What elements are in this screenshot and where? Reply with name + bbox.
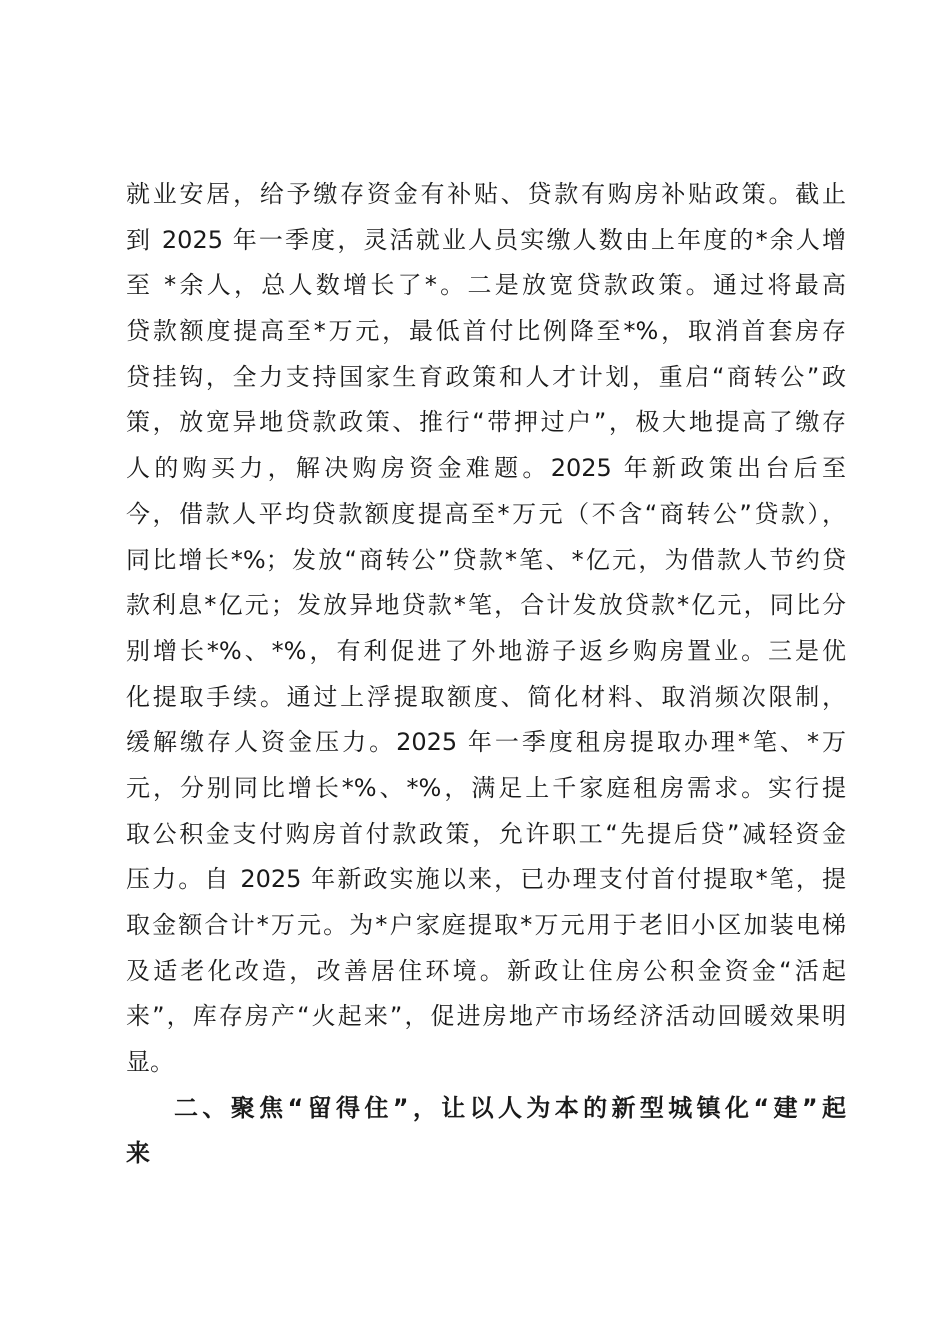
paragraph-line: 化提取手续。通过上浮提取额度、简化材料、取消频次限制， xyxy=(126,682,846,711)
paragraph-line: 压力。自 2025 年新政实施以来，已办理支付首付提取*笔，提 xyxy=(126,865,846,894)
paragraph-line: 款利息*亿元；发放异地贷款*笔，合计发放贷款*亿元，同比分 xyxy=(126,591,846,620)
paragraph-line: 到 2025 年一季度，灵活就业人员实缴人数由上年度的*余人增 xyxy=(126,225,846,254)
paragraph-line: 取金额合计*万元。为*户家庭提取*万元用于老旧小区加装电梯 xyxy=(126,911,846,939)
paragraph-line: 同比增长*%；发放“商转公”贷款*笔、*亿元，为借款人节约贷 xyxy=(126,545,846,574)
section-heading: 来 xyxy=(126,1139,150,1168)
paragraph-line: 来”，库存房产“火起来”，促进房地产市场经济活动回暖效果明 xyxy=(126,1002,846,1031)
paragraph-line: 贷挂钩，全力支持国家生育政策和人才计划，重启“商转公”政 xyxy=(126,362,846,391)
paragraph-line: 就业安居，给予缴存资金有补贴、贷款有购房补贴政策。截止 xyxy=(126,180,846,208)
paragraph-line: 元，分别同比增长*%、*%，满足上千家庭租房需求。实行提 xyxy=(126,773,846,802)
paragraph-line: 显。 xyxy=(126,1048,174,1077)
paragraph-line: 取公积金支付购房首付款政策，允许职工“先提后贷”减轻资金 xyxy=(126,819,846,848)
paragraph-line: 贷款额度提高至*万元，最低首付比例降至*%，取消首套房存 xyxy=(126,317,846,346)
paragraph-line: 至 *余人，总人数增长了*。二是放宽贷款政策。通过将最高 xyxy=(126,271,846,300)
paragraph-line: 缓解缴存人资金压力。2025 年一季度租房提取办理*笔、*万 xyxy=(126,728,846,757)
paragraph-line: 策，放宽异地贷款政策、推行“带押过户”，极大地提高了缴存 xyxy=(126,408,846,437)
paragraph-line: 别增长*%、*%，有利促进了外地游子返乡购房置业。三是优 xyxy=(126,636,846,665)
paragraph-line: 人的购买力，解决购房资金难题。2025 年新政策出台后至 xyxy=(126,454,846,483)
body-text xyxy=(126,172,846,1177)
paragraph-line: 今，借款人平均贷款额度提高至*万元（不含“商转公”贷款）， xyxy=(126,499,846,528)
paragraph-line: 及适老化改造，改善居住环境。新政让住房公积金资金“活起 xyxy=(126,956,846,985)
section-heading: 二、聚焦“留得住”，让以人为本的新型城镇化“建”起 xyxy=(174,1093,846,1122)
